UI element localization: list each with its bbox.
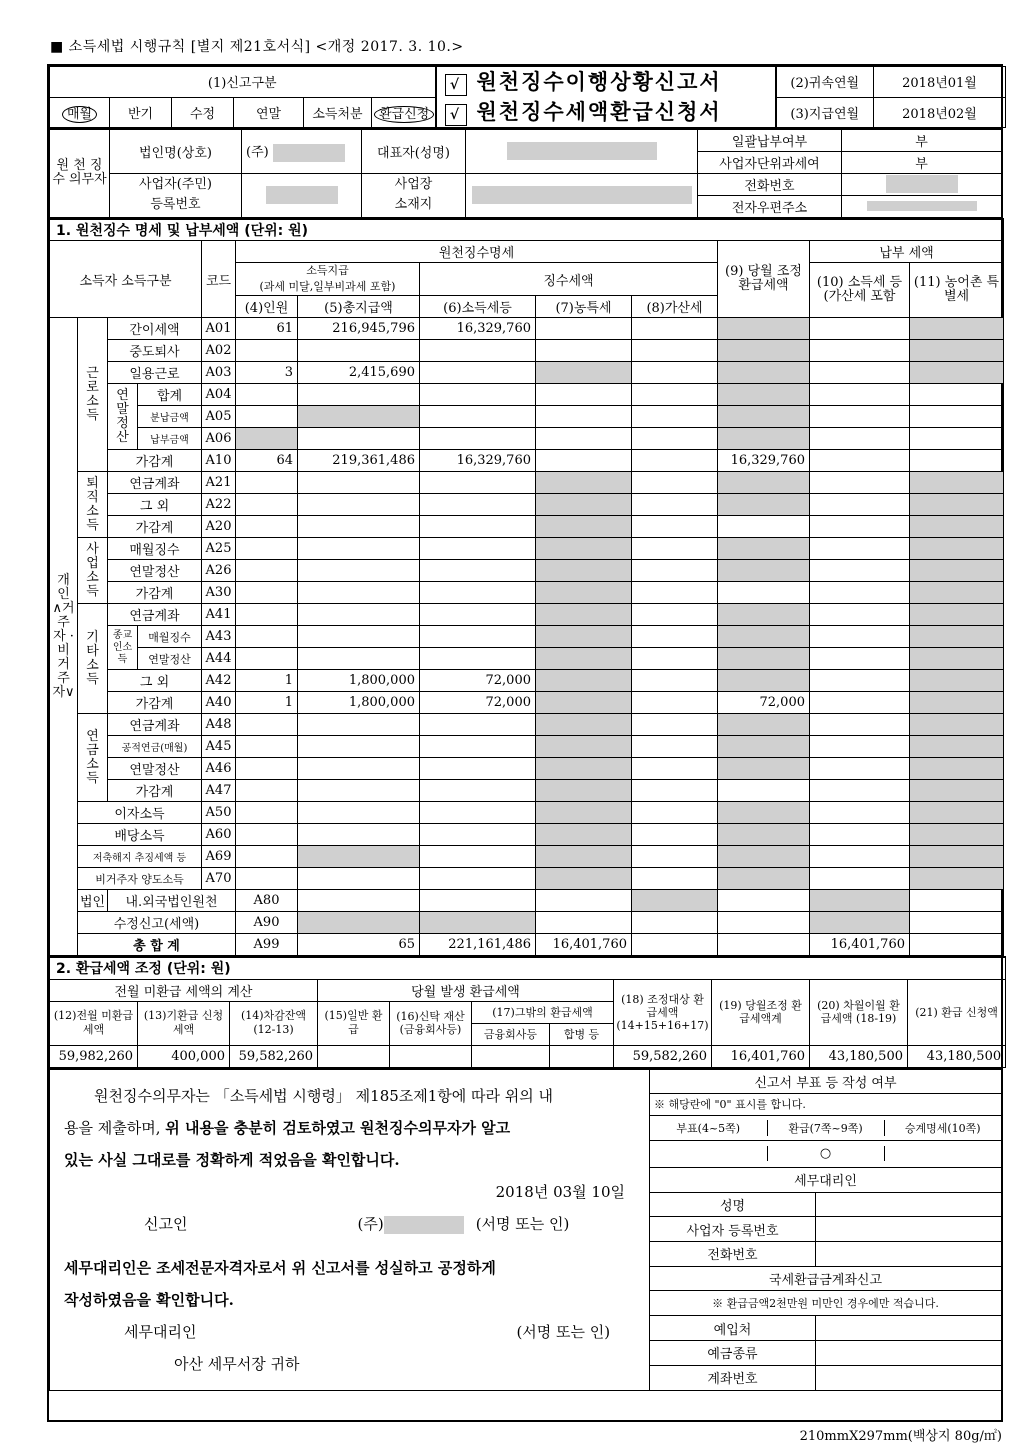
declaration-date: 2018년 03월 10일	[495, 1182, 625, 1201]
g-retire: 퇴직소득	[78, 472, 108, 538]
declaration: 원천징수의무자는 「소득세법 시행령」 제185조제1항에 따라 위의 내 용을 제출하며, 위 내용을 충분히 검토하였고 원천징수의무자가 알고 있는 사실 그대로를 정확하게 적었음을 확인합니다. 2018년 03월 10일 신고인 (주) (서명 또는 인) 세무대리인은 조세전문자격자로서 위 신고서를 성실하고 공정하게 작성하였음을 확인합니다. 세무대리인 (서명 또는 인) 아산 세무서장 귀하	[50, 1069, 650, 1391]
title-block	[49, 66, 1006, 128]
v-14: 59,582,260	[230, 1045, 318, 1067]
h-income-type: 소득자 소득구분	[50, 241, 202, 318]
lump-value: 부	[842, 129, 1002, 151]
table-row: 가감계 A47	[50, 780, 1004, 802]
table-row: 수정신고(세액) A90	[50, 912, 1004, 934]
h-17: (17)그밖의 환급세액	[472, 1001, 614, 1023]
table-row: 가감계 A20	[50, 516, 1004, 538]
h-pay-tax: 납부 세액	[810, 241, 1004, 263]
h-c5: (5)총지급액	[298, 296, 420, 318]
table-row: 연말정산 합계 A04	[50, 384, 1004, 406]
g-business: 사업소득	[78, 538, 108, 604]
phone-value	[842, 173, 1002, 195]
v-21: 43,180,500	[908, 1045, 1006, 1067]
v-13: 400,000	[138, 1045, 230, 1067]
g-corp: 법인	[78, 890, 108, 912]
table-row: 가감계 A10 64 219,361,486 16,329,760 16,329,760	[50, 450, 1004, 472]
h-tax: 징수세액	[420, 263, 718, 296]
form-sheet	[47, 64, 1003, 1422]
type-monthly[interactable]: 매월	[50, 97, 110, 128]
type-refund[interactable]: 환급신청	[372, 97, 436, 128]
table-row: 연말정산 A26	[50, 560, 1004, 582]
type-half[interactable]: 반기	[110, 97, 172, 128]
section1-title: 1. 원천징수 명세 및 납부세액 (단위: 원)	[50, 219, 1004, 241]
g-yearend: 연말정산	[108, 384, 138, 450]
period-label: (2)귀속연월	[776, 67, 874, 98]
v-20: 43,180,500	[810, 1045, 908, 1067]
table-row: 공적연금(매월) A45	[50, 736, 1004, 758]
h-withholding: 원천징수명세	[236, 241, 718, 263]
type-amend[interactable]: 수정	[172, 97, 234, 128]
v-18: 59,582,260	[614, 1045, 712, 1067]
email-value	[842, 195, 1002, 217]
unit-label: 사업자단위과세여	[698, 151, 842, 173]
table-row: 비거주자 양도소득 A70	[50, 868, 1004, 890]
redacted-filer	[384, 1216, 464, 1234]
h-10: (10) 소득세 등 (가산세 포함	[810, 263, 910, 318]
h-17b: 합병 등	[550, 1023, 614, 1045]
g-religious: 종교인소득	[108, 626, 138, 670]
redacted-email	[867, 201, 977, 211]
phone-label: 전화번호	[698, 173, 842, 195]
addr-value	[466, 173, 698, 217]
table-row: 그 외 A22	[50, 494, 1004, 516]
g-pension: 연금소득	[78, 714, 108, 802]
type-yearend[interactable]: 연말	[234, 97, 304, 128]
attach-title: 신고서 부표 등 작성 여부	[650, 1069, 1002, 1094]
table-row: 분납금액 A05	[50, 406, 1004, 428]
table-row: 기타소득 연금계좌 A41	[50, 604, 1004, 626]
h-18: (18) 조정대상 환급세액 (14+15+16+17)	[614, 979, 712, 1045]
h-20: (20) 차월이월 환급세액 (18-19)	[810, 979, 908, 1045]
h-adjust: (9) 당월 조정 환급세액	[718, 241, 810, 318]
paper-spec: 210mmX297mm(백상지 80g/㎡)	[799, 1429, 1002, 1444]
report-type-label: (1)신고구분	[50, 67, 436, 98]
table-row: 연말정산 A44	[50, 648, 1004, 670]
h-c6: (6)소득세등	[420, 296, 536, 318]
agent-info	[49, 128, 1002, 218]
h-19: (19) 당월조정 환급세액계	[712, 979, 810, 1045]
bottom-section: 원천징수의무자는 「소득세법 시행령」 제185조제1항에 따라 위의 내 용을 제출하며, 위 내용을 충분히 검토하였고 원천징수의무자가 알고 있는 사실 그대로를 정확하게 적었음을 확인합니다. 2018년 03월 10일 신고인 (주) (서명 또는 인) 세무대리인은 조세전문자격자로서 위 신고서를 성실하고 공정하게 작성하였음을 확인합니다. 세무대리인 (서명 또는 인) 아산 세무서장 귀하 신고서 부표 등 작성 여부 ※ 해당란에 "0" 표시를 합니다. 부표(4~5쪽) 환급(7쪽~9쪽) 승계명세(10쪽) ○ 세무대리인 성명 사업자 등록번호 전화번호 국세환급금계좌신고 ※ 환급금액2천만원 미만인 경우에만 적습니다. 예입처 예금종류 계좌번호	[49, 1068, 1002, 1391]
h-21: (21) 환급 신청액	[908, 979, 1006, 1045]
rep-value	[466, 129, 698, 173]
h-17a: 금융회사등	[472, 1023, 550, 1045]
h-c8: (8)가산세	[632, 296, 718, 318]
agent-side-label: 원 천 징 수 의무자	[50, 129, 110, 217]
table-row: 총 합 계 A99 65 221,161,486 16,401,760 16,401,760	[50, 934, 1004, 956]
table-row: 저축해지 추징세액 등 A69	[50, 846, 1004, 868]
g-personal: 개인 ∧거주자 · 비거주자∨	[50, 318, 78, 956]
h-curr: 당월 발생 환급세액	[318, 979, 614, 1001]
h-13: (13)기환급 신청세액	[138, 1001, 230, 1045]
addr-label: 사업장 소재지	[362, 173, 466, 217]
title-refund-request: 원천징수세액환급신청서	[476, 99, 722, 124]
h-c4: (4)인원	[236, 296, 298, 318]
unit-value: 부	[842, 151, 1002, 173]
h-payment: 소득지급 (과세 미달,일부비과세 포함)	[236, 263, 420, 296]
corp-value: (주)	[242, 129, 362, 173]
section1-table	[49, 218, 1004, 957]
v-12: 59,982,260	[50, 1045, 138, 1067]
section2-table	[49, 956, 1006, 1068]
h-c7: (7)농특세	[536, 296, 632, 318]
redacted-corp	[273, 144, 345, 162]
reg-label: 사업자(주민) 등록번호	[110, 173, 242, 217]
g-other: 기타소득	[78, 604, 108, 714]
h-code: 코드	[202, 241, 236, 318]
tax-office: 아산 세무서장 귀하	[174, 1354, 300, 1373]
h-16: (16)신탁 재산 (금융회사등)	[390, 1001, 472, 1045]
table-row: 납부금액 A06	[50, 428, 1004, 450]
table-row: 연금소득 연금계좌 A48	[50, 714, 1004, 736]
h-14: (14)차감잔액 (12-13)	[230, 1001, 318, 1045]
mark-refund: ○	[767, 1146, 884, 1161]
redacted-addr	[472, 186, 692, 204]
g-labor: 근로소득	[78, 318, 108, 472]
title-area	[436, 67, 776, 128]
reg-value	[242, 173, 362, 217]
table-row: 퇴직소득 연금계좌 A21	[50, 472, 1004, 494]
table-row: 연말정산 A46	[50, 758, 1004, 780]
redacted-reg	[266, 186, 338, 204]
pay-label: (3)지급연월	[776, 97, 874, 128]
corp-label: 법인명(상호)	[110, 129, 242, 173]
table-row: 사업소득 매월징수 A25	[50, 538, 1004, 560]
table-row: 가감계 A40 1 1,800,000 72,000 72,000	[50, 692, 1004, 714]
rep-label: 대표자(성명)	[362, 129, 466, 173]
h-prev: 전월 미환급 세액의 계산	[50, 979, 318, 1001]
table-row: 일용근로 A03 3 2,415,690	[50, 362, 1004, 384]
h-11: (11) 농어촌 특별세	[910, 263, 1004, 318]
check-box-1[interactable]: √	[445, 74, 467, 96]
table-row: 중도퇴사 A02	[50, 340, 1004, 362]
table-row: 그 외 A42 1 1,800,000 72,000	[50, 670, 1004, 692]
pay-value: 2018년02월	[874, 97, 1006, 128]
type-disposition[interactable]: 소득처분	[304, 97, 372, 128]
title-withholding-report: 원천징수이행상황신고서	[476, 69, 722, 94]
period-value: 2018년01월	[874, 67, 1006, 98]
section2-title: 2. 환급세액 조정 (단위: 원)	[50, 957, 1006, 979]
form-reference: ■ 소득세법 시행규칙 [별지 제21호서식] <개정 2017. 3. 10.>	[50, 39, 464, 55]
redacted-rep	[507, 142, 657, 160]
v-19: 16,401,760	[712, 1045, 810, 1067]
email-label: 전자우편주소	[698, 195, 842, 217]
redacted-phone	[886, 175, 958, 193]
lump-label: 일괄납부여부	[698, 129, 842, 151]
table-row: 가감계 A30	[50, 582, 1004, 604]
h-15: (15)일반 환급	[318, 1001, 390, 1045]
table-row: 종교인소득 매월징수 A43	[50, 626, 1004, 648]
h-12: (12)전월 미환급세액	[50, 1001, 138, 1045]
table-row: 법인 내.외국법인원천 A80	[50, 890, 1004, 912]
table-row: 이자소득 A50	[50, 802, 1004, 824]
table-row: 개인 ∧거주자 · 비거주자∨ 근로소득 간이세액 A01 61 216,945,796 16,329,760	[50, 318, 1004, 340]
check-box-2[interactable]: √	[445, 104, 467, 126]
table-row: 배당소득 A60	[50, 824, 1004, 846]
